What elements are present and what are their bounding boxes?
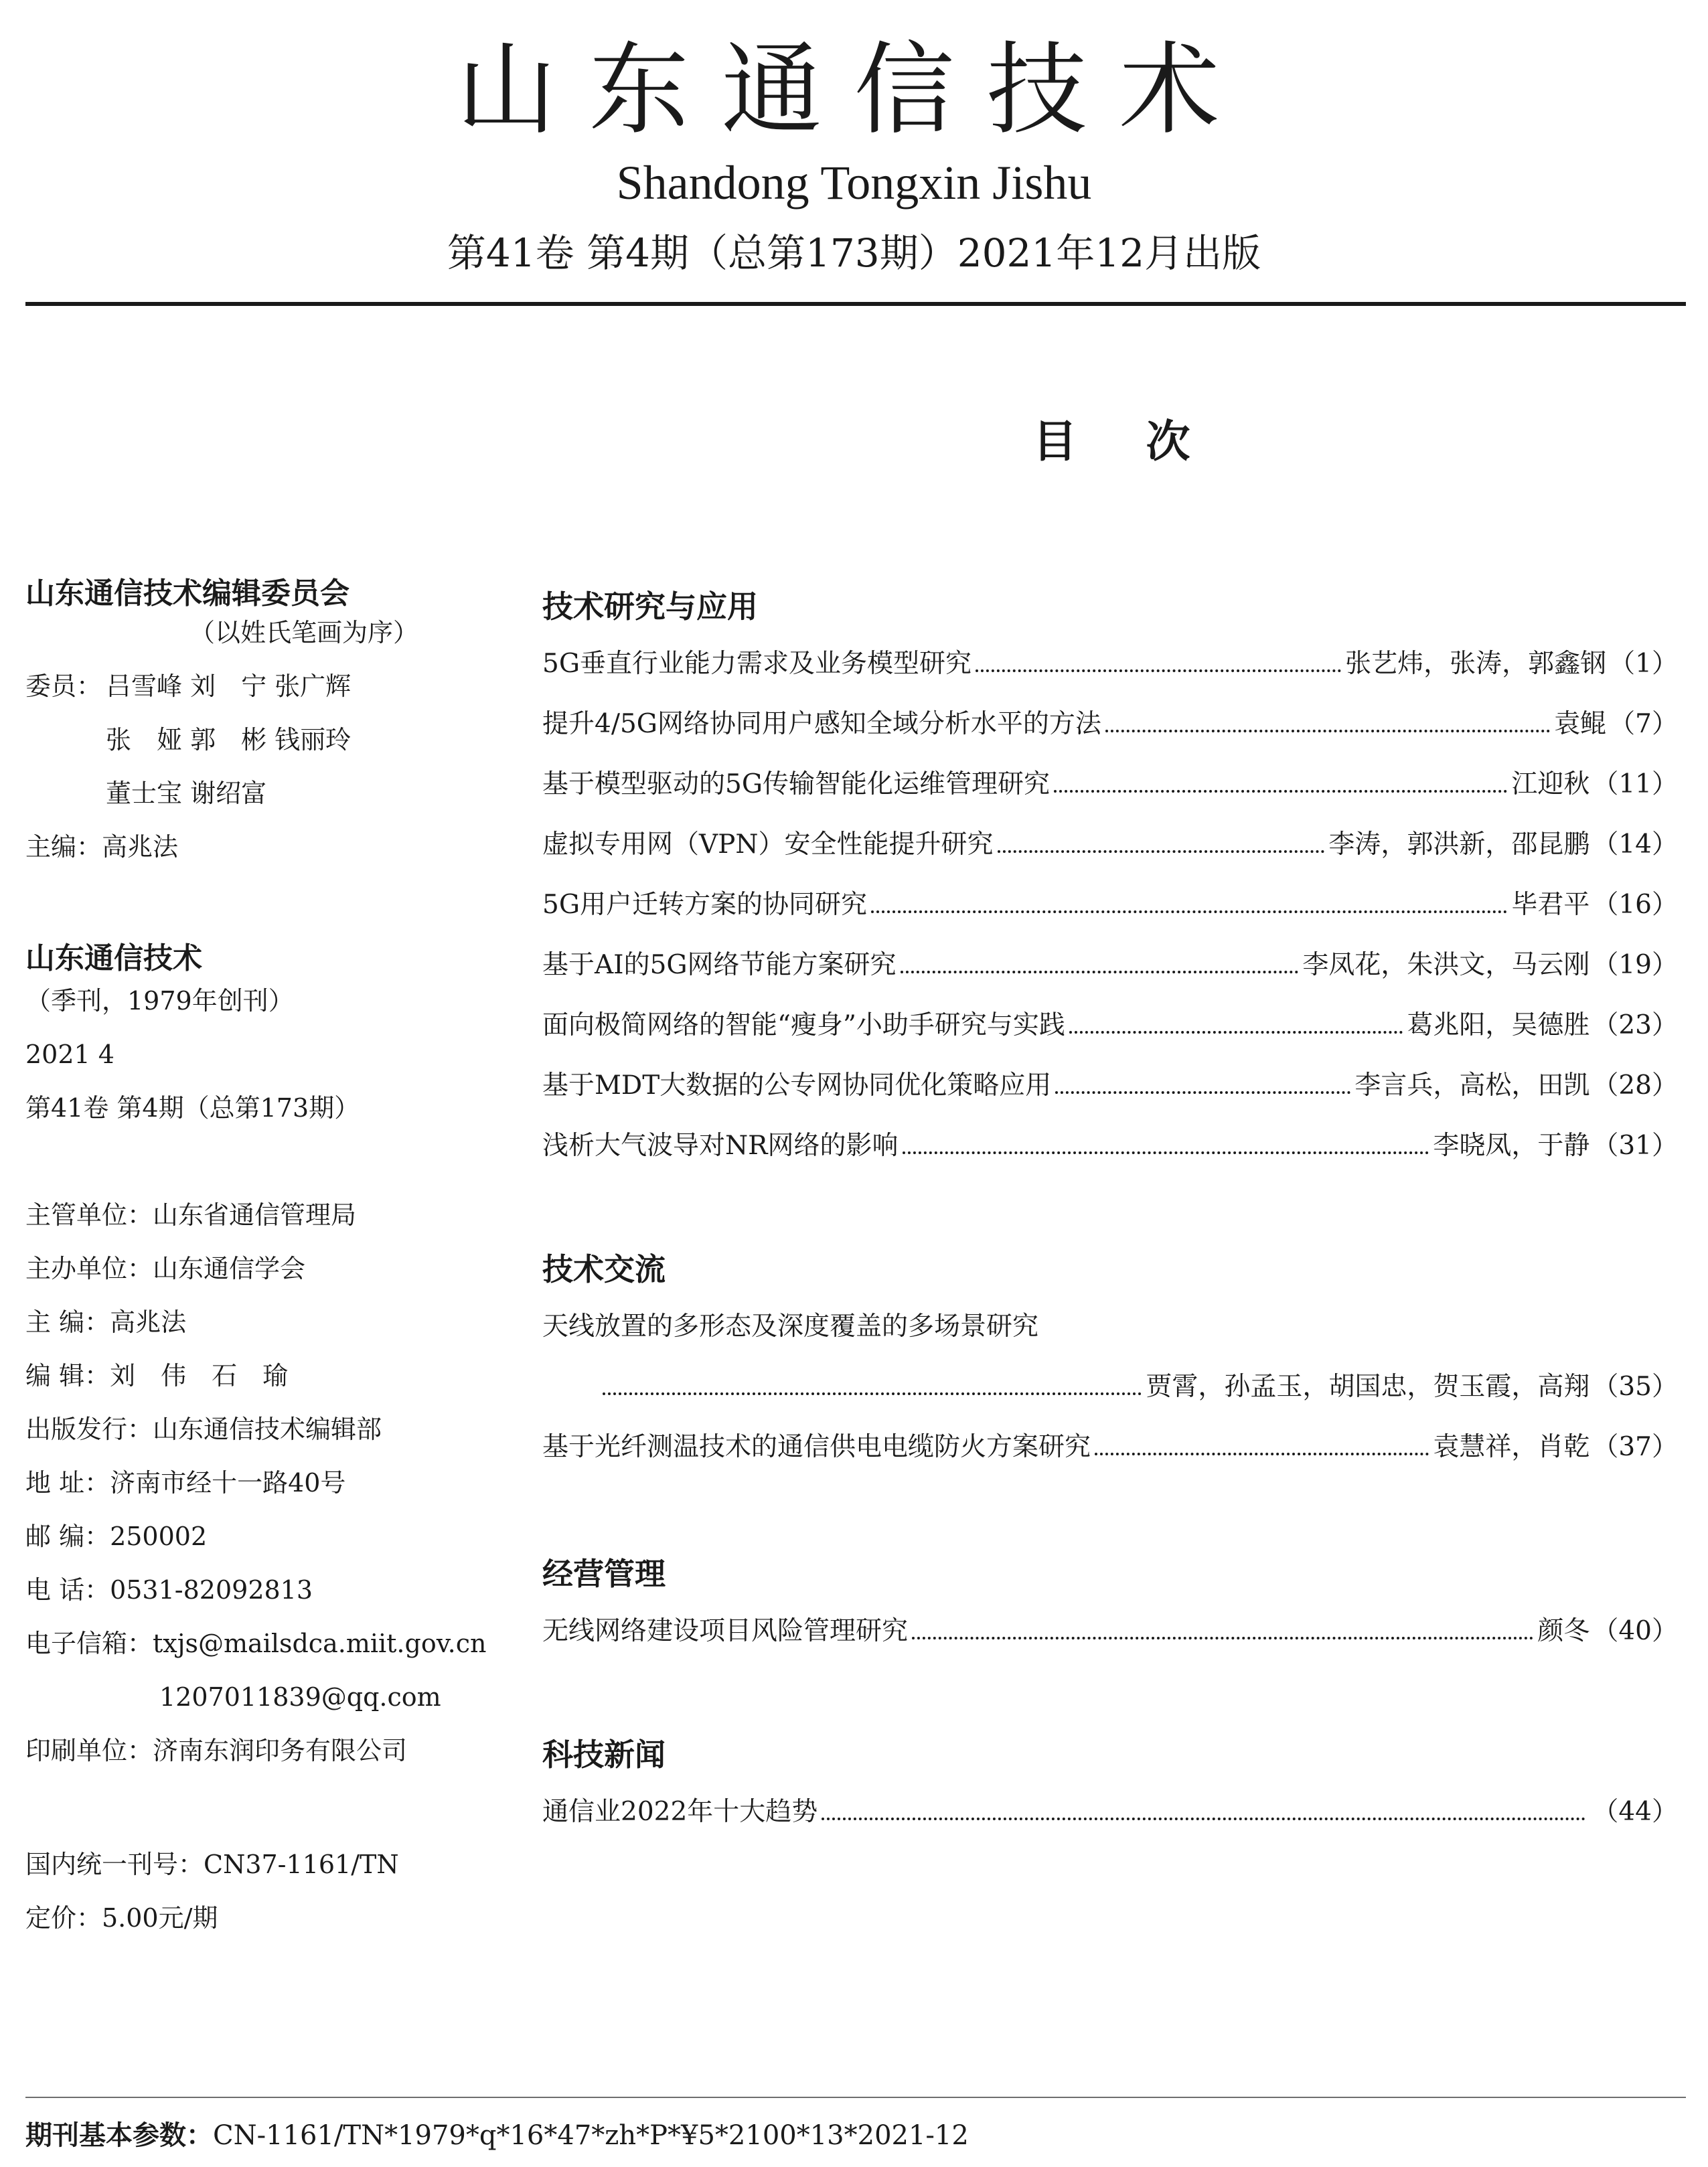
toc-entry-title: 基于模型驱动的5G传输智能化运维管理研究 — [542, 769, 1050, 799]
journal-issue-date: 2021 4 — [25, 1040, 114, 1069]
toc-entry[interactable] — [542, 1791, 1678, 1828]
toc-entry-page: （14） — [1592, 829, 1678, 860]
toc-entry[interactable] — [542, 1610, 1678, 1648]
toc-entry-authors: 毕君平 — [1511, 890, 1590, 920]
toc-entry[interactable] — [542, 1064, 1678, 1102]
toc-entry-title: 提升4/5G网络协同用户感知全域分析水平的方法 — [542, 709, 1101, 739]
toc-section-heading: 技术研究与应用 — [542, 588, 758, 625]
toc-leader-dots — [603, 1392, 1142, 1395]
email-line: 电子信箱：txjs@mailsdca.miit.gov.cn — [25, 1629, 487, 1658]
info-line: 主办单位：山东通信学会 — [25, 1254, 306, 1283]
toc-entry-title: 无线网络建设项目风险管理研究 — [542, 1616, 909, 1646]
toc-leader-dots — [1069, 1031, 1403, 1034]
toc-entry-page: （44） — [1592, 1797, 1678, 1827]
info-line: 主管单位：山东省通信管理局 — [25, 1200, 357, 1230]
toc-entry-authors: 李凤花，朱洪文，马云刚 — [1302, 950, 1590, 980]
toc-leader-dots — [903, 1151, 1429, 1154]
toc-entry[interactable] — [542, 763, 1678, 801]
toc-entry-page: （7） — [1609, 709, 1678, 739]
toc-entry-title: 天线放置的多形态及深度覆盖的多场景研究 — [542, 1311, 1039, 1342]
toc-leader-dots — [822, 1818, 1585, 1820]
toc-entry-authors: 李晓凤，于静 — [1433, 1131, 1590, 1161]
toc-entry-page: （1） — [1609, 649, 1678, 679]
toc-heading: 目 次 — [1032, 416, 1217, 467]
toc-entry[interactable] — [542, 643, 1678, 680]
top-divider — [25, 302, 1686, 306]
toc-entry[interactable] — [542, 1004, 1678, 1042]
info-line: 地 址：济南市经十一路40号 — [25, 1468, 346, 1498]
toc-section-heading: 经营管理 — [542, 1556, 666, 1592]
toc-entry-title: 虚拟专用网（VPN）安全性能提升研究 — [542, 829, 994, 860]
info-line: 电 话：0531-82092813 — [25, 1575, 313, 1605]
journal-parameters-value: CN-1161/TN*1979*q*16*47*zh*P*¥5*2100*13*2021-12 — [213, 2120, 969, 2151]
info-line: 邮 编：250002 — [25, 1522, 208, 1551]
toc-entry-title-line[interactable] — [542, 1305, 1678, 1343]
committee-editor: 主编：高兆法 — [25, 832, 179, 862]
toc-entry-title: 面向极简网络的智能“瘦身”小助手研究与实践 — [542, 1010, 1065, 1040]
toc-entry-authors: 袁慧祥，肖乾 — [1433, 1432, 1590, 1462]
toc-entry-title: 基于AI的5G网络节能方案研究 — [542, 950, 897, 980]
toc-entry[interactable] — [542, 944, 1678, 981]
toc-section-heading: 技术交流 — [542, 1251, 666, 1287]
toc-entry[interactable] — [542, 884, 1678, 921]
journal-frequency: （季刊，1979年创刊） — [25, 986, 294, 1016]
toc-entry-title: 5G垂直行业能力需求及业务模型研究 — [542, 649, 972, 679]
info-line: 编 辑：刘 伟 石 瑜 — [25, 1361, 289, 1390]
toc-entry-authors: 李涛，郭洪新，邵昆鹏 — [1328, 829, 1590, 860]
toc-entry-authors: 袁鲲 — [1554, 709, 1607, 739]
journal-pinyin-title: Shandong Tongxin Jishu — [616, 156, 1092, 210]
committee-members-line: 吕雪峰 刘 宁 张广辉 — [106, 671, 352, 701]
toc-leader-dots — [1054, 790, 1507, 793]
info-line: 出版发行：山东通信技术编辑部 — [25, 1415, 382, 1444]
toc-entry-title: 5G用户迁转方案的协同研究 — [542, 890, 867, 920]
price: 定价：5.00元/期 — [25, 1903, 218, 1933]
toc-leader-dots — [901, 971, 1299, 973]
journal-title: 山东通信技术 — [456, 32, 1252, 149]
toc-entry-page: （37） — [1592, 1432, 1678, 1462]
toc-entry-title: 基于光纤测温技术的通信供电电缆防火方案研究 — [542, 1432, 1091, 1462]
toc-entry-authors: 葛兆阳，吴德胜 — [1407, 1010, 1590, 1040]
issue-line: 第41卷 第4期（总第173期）2021年12月出版 — [447, 230, 1261, 276]
toc-entry-page: （31） — [1592, 1131, 1678, 1161]
info-line: 主 编：高兆法 — [25, 1307, 187, 1337]
toc-leader-dots — [1095, 1453, 1429, 1455]
toc-entry-title: 通信业2022年十大趋势 — [542, 1797, 818, 1827]
toc-section-heading: 科技新闻 — [542, 1737, 666, 1773]
journal-parameters-label: 期刊基本参数： — [25, 2120, 213, 2151]
toc-entry-authors: 贾霄，孙孟玉，胡国忠，贺玉霞，高翔 — [1146, 1372, 1590, 1402]
toc-entry[interactable] — [542, 1125, 1678, 1162]
toc-entry-title: 基于MDT大数据的公专网协同优化策略应用 — [542, 1070, 1052, 1101]
serial-number: 国内统一刊号：CN37-1161/TN — [25, 1850, 399, 1879]
toc-entry-page: （11） — [1592, 769, 1678, 799]
committee-members-line: 张 娅 郭 彬 钱丽玲 — [106, 725, 352, 754]
journal-heading: 山东通信技术 — [25, 941, 202, 975]
toc-entry-page: （23） — [1592, 1010, 1678, 1040]
toc-entry[interactable] — [542, 823, 1678, 861]
email-line-secondary: 1207011839@qq.com — [159, 1682, 441, 1712]
committee-heading: 山东通信技术编辑委员会 — [25, 576, 350, 611]
toc-leader-dots — [871, 910, 1507, 913]
toc-entry[interactable] — [603, 1366, 1678, 1403]
toc-entry-authors: 张艺炜，张涛，郭鑫钢 — [1345, 649, 1607, 679]
toc-entry-page: （40） — [1592, 1616, 1678, 1646]
toc-entry-title: 浅析大气波导对NR网络的影响 — [542, 1131, 899, 1161]
committee-note: （以姓氏笔画为序） — [189, 618, 419, 647]
bottom-divider — [25, 2097, 1686, 2098]
toc-entry-page: （16） — [1592, 890, 1678, 920]
toc-entry-authors: 李言兵，高松，田凯 — [1354, 1070, 1590, 1101]
toc-entry[interactable] — [542, 1426, 1678, 1463]
toc-leader-dots — [912, 1637, 1533, 1639]
toc-leader-dots — [1055, 1091, 1350, 1094]
toc-entry-page: （19） — [1592, 950, 1678, 980]
toc-leader-dots — [1105, 730, 1550, 732]
toc-entry-authors: 江迎秋 — [1511, 769, 1590, 799]
journal-parameters — [25, 2115, 969, 2156]
toc-entry-page: （28） — [1592, 1070, 1678, 1101]
toc-entry-page: （35） — [1592, 1372, 1678, 1402]
toc-leader-dots — [976, 669, 1341, 672]
info-line: 印刷单位：济南东润印务有限公司 — [25, 1736, 408, 1765]
toc-leader-dots — [998, 850, 1325, 853]
committee-members-label: 委员： — [25, 671, 102, 701]
journal-issue-number: 第41卷 第4期（总第173期） — [25, 1093, 360, 1123]
toc-entry-authors: 颜冬 — [1537, 1616, 1590, 1646]
committee-members-line: 董士宝 谢绍富 — [106, 779, 267, 808]
toc-entry[interactable] — [542, 703, 1678, 740]
